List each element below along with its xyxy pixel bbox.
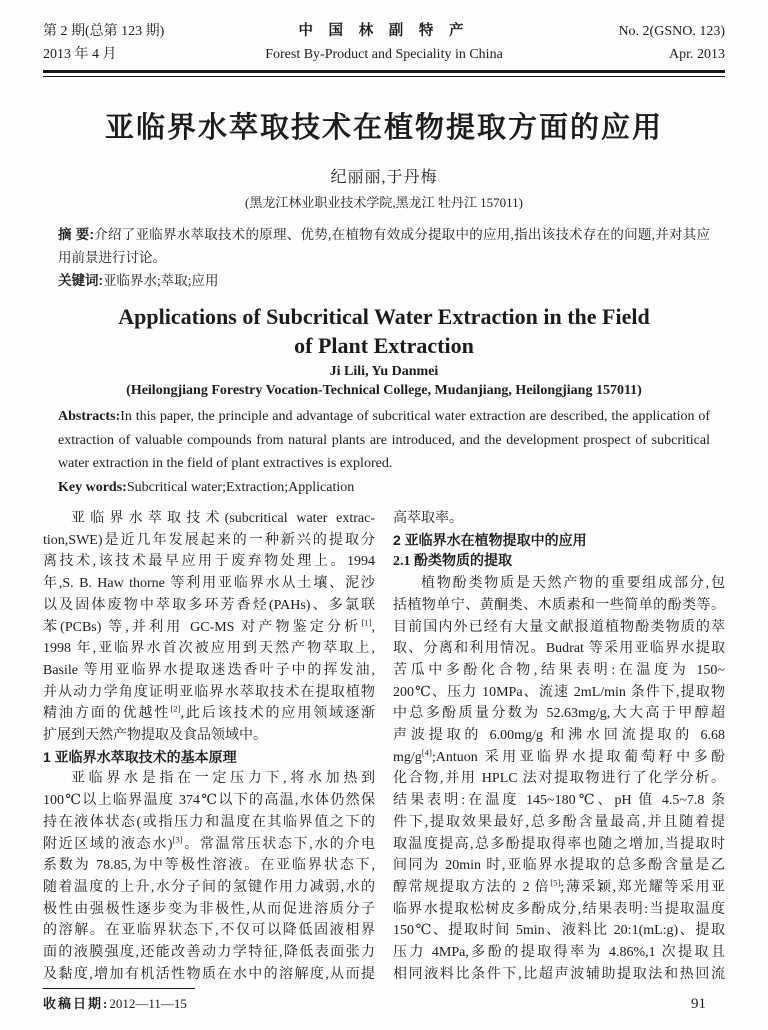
text-line: 2.1 酚类物质的提取 xyxy=(393,554,512,570)
keywords-zh-text: 亚临界水;萃取;应用 xyxy=(103,273,219,288)
text-line: 随着温度的上升,水分子间的氢键作用力减弱,水的 xyxy=(43,879,375,895)
text-line: 括植物单宁、黄酮类、木质素和一些简单的酚类等。 xyxy=(393,597,725,613)
body-columns xyxy=(43,508,725,985)
abstract-zh-text: 介绍了亚临界水萃取技术的原理、优势,在植物有效成分提取中的应用,指出该技术存在的问题,并对其应用前景进行讨论。 xyxy=(58,227,711,265)
text-line: 离技术,该技术最早应用于废弃物处理上。1994 xyxy=(43,554,375,570)
paragraph xyxy=(393,573,725,985)
text-line: 150℃、提取时间 5min、液料比 20:1(mL:g)、提取 xyxy=(393,923,725,939)
header-issue-info xyxy=(43,20,233,66)
text-line: 临界水提取松树皮多酚成分,结果表明:当提取温度 xyxy=(393,901,725,917)
text-line: 面的液膜强度,还能改善动力学特征,降低表面张力 xyxy=(43,945,375,961)
text-line: 压力 4MPa,多酚的提取得率为 4.86%,1 次提取且 xyxy=(393,945,725,961)
text-line: 并从动力学角度证明亚临界水萃取技术在提取植物 xyxy=(43,684,375,700)
abstract-zh xyxy=(43,223,725,269)
paragraph xyxy=(43,508,375,747)
text-line: 间同为 20min 时,亚临界水提取的总多酚含量是乙 xyxy=(393,858,725,874)
text-line: 及黏度,增加有机活性物质在水中的溶解度,从而提 xyxy=(43,966,375,982)
text-line: 取、分离和利用情况。Budrat 等采用亚临界水提取 xyxy=(393,641,725,657)
text-line: 醇常规提取方法的 2 倍[5];薄采颖,郑光耀等采用亚 xyxy=(393,877,725,895)
text-line: tion,SWE)是近几年发展起来的一种新兴的提取分 xyxy=(43,532,375,548)
keywords-zh-label: 关键词: xyxy=(58,273,103,288)
text-line: 以及固体废物中萃取多环芳香烃(PAHs)、多氯联 xyxy=(43,597,375,613)
keywords-en-text: Subcritical water;Extraction;Application xyxy=(126,479,355,495)
text-line: 声波提取的 6.00mg/g 和沸水回流提取的 6.68 xyxy=(393,728,725,744)
text-line: 精油方面的优越性[2],此后该技术的应用领域逐渐 xyxy=(43,703,375,722)
text-line: 极性由强极性逐步变为非极性,从而促进溶质分子 xyxy=(43,901,375,917)
affiliation-en: (Heilongjiang Forestry Vocation-Technical College, Mudanjiang, Heilongjiang 157011) xyxy=(126,383,642,398)
keywords-zh xyxy=(43,269,725,292)
keywords-en-label: Key words: xyxy=(58,479,127,495)
body-column-right xyxy=(393,508,725,985)
text-line: 1998 年,亚临界水首次被应用到天然产物萃取上, xyxy=(43,641,375,657)
text-line: 扩展到天然产物提取及食品领域中。 xyxy=(43,728,267,744)
footnote-text xyxy=(43,993,725,1012)
abstract-en-text: In this paper, the principle and advantage of subcritical water extraction are described, the application of extraction of valuable compounds from natural plants are introduced, and the development prospect of subcritical water extraction in the field of plant extractives is explored. xyxy=(58,409,710,471)
journal-header xyxy=(43,20,725,66)
text-line: 中总多酚质量分数为 52.63mg/g,大大高于甲醇超 xyxy=(393,706,725,722)
affiliation-zh: (黑龙江林业职业技术学院,黑龙江 牡丹江 157011) xyxy=(245,195,523,210)
text-line: 相同液料比条件下,比超声波辅助提取法和热回流 xyxy=(393,966,725,982)
received-date-value: 2012—11—15 xyxy=(109,996,187,1012)
issue-date-zh: 2013 年 4 月 xyxy=(43,47,117,62)
text-line: 系数为 78.85,为中等极性溶液。在亚临界状态下, xyxy=(43,858,375,874)
text-line: 附近区域的液态水)[3]。常温常压状态下,水的介电 xyxy=(43,833,375,852)
text-line: Basile 等用亚临界水提取迷迭香叶子中的挥发油, xyxy=(43,662,375,678)
text-line: 亚临界水是指在一定压力下,将水加热到 xyxy=(71,771,375,787)
issue-date-en: Apr. 2013 xyxy=(669,47,725,62)
issue-no-en: No. 2(GSNO. 123) xyxy=(618,24,725,39)
text-line: 目前国内外已经有大量文献报道植物酚类物质的萃 xyxy=(393,619,725,635)
journal-name-en: Forest By-Product and Speciality in China xyxy=(265,47,503,62)
footnote-rule xyxy=(43,988,195,989)
paragraph xyxy=(43,768,375,985)
body-column-left xyxy=(43,508,375,985)
journal-name xyxy=(233,20,535,66)
text-line: 化合物,并用 HPLC 法对提取物进行了化学分析。 xyxy=(393,771,725,787)
authors-en: Ji Lili, Yu Danmei xyxy=(329,364,439,379)
received-date-label: 收稿日期: xyxy=(43,996,110,1012)
abstract-en xyxy=(43,405,725,476)
article-title-en xyxy=(43,302,725,360)
article-title-zh: 亚临界水萃取技术在植物提取方面的应用 xyxy=(104,112,663,144)
text-line: 取温度提高,总多酚提取得率也随之增加,当提取时 xyxy=(393,836,725,852)
received-date-footnote xyxy=(43,988,725,1012)
article-title-en-line2: of Plant Extraction xyxy=(294,333,474,358)
keywords-en xyxy=(43,476,725,500)
text-line: 1 亚临界水萃取技术的基本原理 xyxy=(43,748,237,765)
header-double-rule xyxy=(43,70,725,77)
article-title-en-line1: Applications of Subcritical Water Extraction in the Field xyxy=(118,304,650,329)
abstract-en-label: Abstracts: xyxy=(58,409,121,424)
text-line: 亚临界水萃取技术(subcritical water extrac- xyxy=(71,511,375,526)
text-line: 植物酚类物质是天然产物的重要组成部分,包 xyxy=(421,576,725,592)
text-line: 年,S. B. Haw thorne 等利用亚临界水从土壤、泥沙 xyxy=(43,576,375,592)
abstract-zh-label: 摘 要: xyxy=(58,227,95,242)
text-line: 持在液体状态(或指压力和温度在其临界值之下的 xyxy=(43,814,375,830)
section-heading xyxy=(393,530,725,552)
section-heading xyxy=(43,747,375,769)
section-heading xyxy=(393,551,725,573)
text-line: mg/g[4];Antuon 采用亚临界水提取葡萄籽中多酚 xyxy=(393,747,725,765)
authors-zh: 纪丽丽,于丹梅 xyxy=(330,169,438,186)
header-number-info xyxy=(535,20,725,66)
text-line: 件下,提取效果最好,总多酚含量最高,并且随着提 xyxy=(393,814,725,830)
text-line: 苦瓜中多酚化合物,结果表明:在温度为 150~ xyxy=(393,662,725,678)
text-line: 100℃以上临界温度 374℃以下的高温,水体仍然保 xyxy=(43,793,375,809)
text-line: 高萃取率。 xyxy=(393,511,463,526)
page-number: 91 xyxy=(691,996,706,1012)
journal-name-zh: 中 国 林 副 特 产 xyxy=(298,23,470,39)
text-line: 2 亚临界水在植物提取中的应用 xyxy=(393,531,587,548)
paragraph xyxy=(393,508,725,530)
text-line: 结果表明:在温度 145~180℃、pH 值 4.5~7.8 条 xyxy=(393,793,725,809)
text-line: 苯(PCBs) 等,并利用 GC-MS 对产物鉴定分析[1], xyxy=(43,616,375,635)
text-line: 的溶解。在亚临界状态下,不仅可以降低固液相界 xyxy=(43,923,375,939)
text-line: 200℃、压力 10MPa、流速 2mL/min 条件下,提取物 xyxy=(393,684,725,700)
issue-number: 第 2 期(总第 123 期) xyxy=(43,24,165,39)
